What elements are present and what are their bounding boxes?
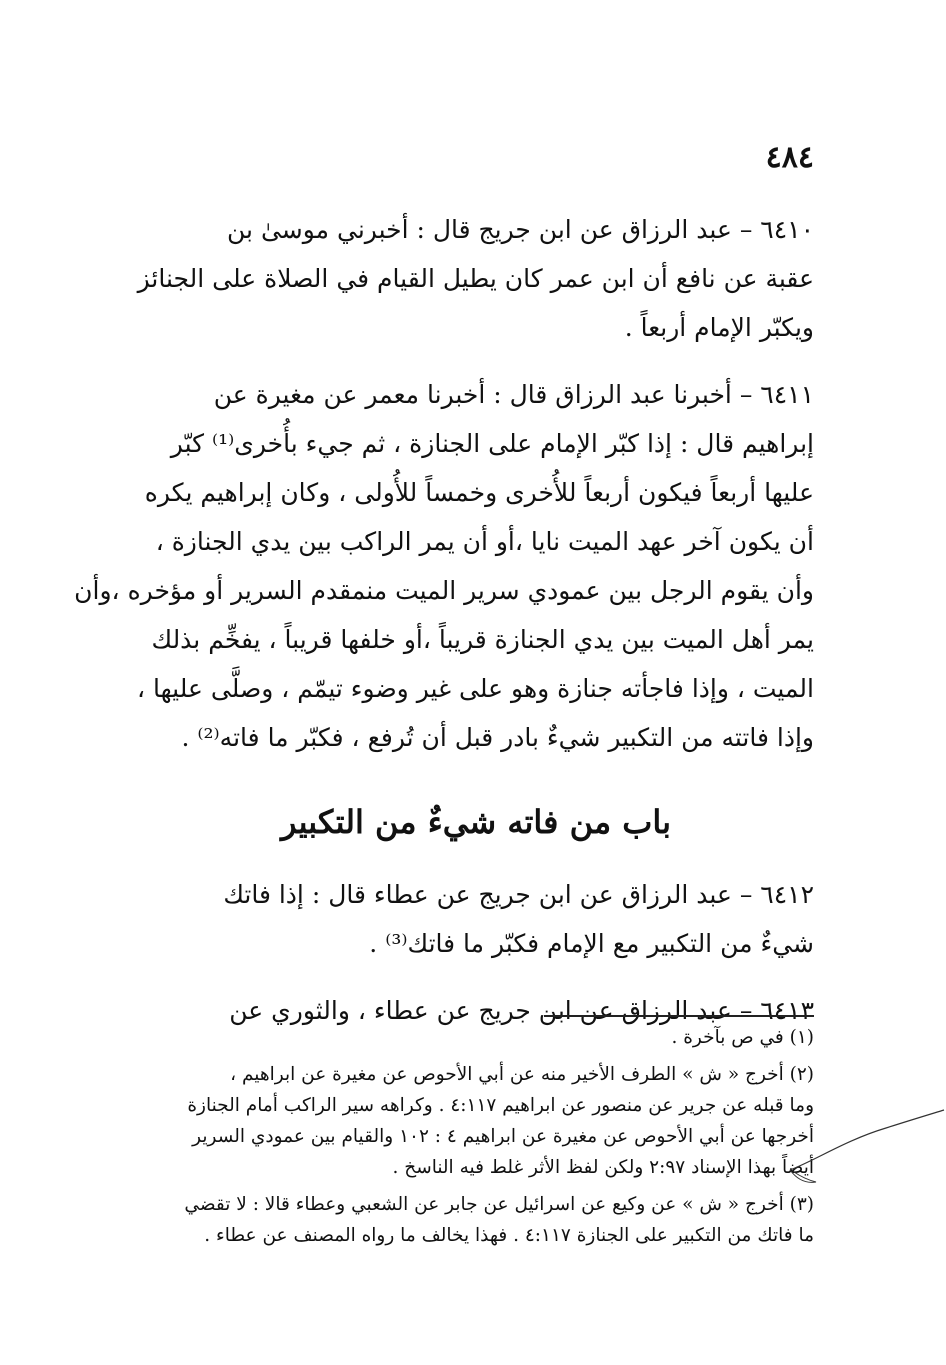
page-number: ٤٨٤ bbox=[765, 140, 814, 175]
footnote-line: أخرجها عن أبي الأحوص عن مغيرة عن ابراهيم ٤ : ١٠٢ والقيام بين عمودي السرير bbox=[192, 1126, 814, 1147]
footnote-line: أيضاً بهذا الإسناد ٢:٩٧ ولكن لفظ الأثر غلط فيه الناسخ . bbox=[392, 1157, 814, 1178]
text-line: وأن يقوم الرجل بين عمودي سرير الميت منمقدم السرير أو مؤخره ،وأن bbox=[74, 576, 814, 605]
hadith-6412 bbox=[138, 870, 814, 968]
chapter-title: باب من فاته شيءٌ من التكبير bbox=[280, 803, 672, 841]
footnote-line: وما قبله عن جرير عن منصور عن ابراهيم ٤:١١٧ . وكراهه سير الراكب أمام الجنازة bbox=[187, 1095, 814, 1116]
text-line: ٦٤١١ – أخبرنا عبد الرزاق قال : أخبرنا معمر عن مغيرة عن bbox=[213, 380, 814, 409]
text-line: شيءٌ من التكبير مع الإمام فكبّر ما فاتك⁽³⁾ . bbox=[369, 929, 814, 958]
footnotes bbox=[138, 1022, 814, 1257]
footnote-line: (٢) أخرج « ش » الطرف الأخير منه عن أبي الأحوص عن مغيرة عن ابراهيم ، bbox=[230, 1064, 814, 1085]
text-line: ٦٤١٠ – عبد الرزاق عن ابن جريج قال : أخبرني موسىٰ بن bbox=[227, 215, 814, 244]
handwritten-margin-stroke bbox=[786, 1100, 946, 1200]
footnote-3 bbox=[138, 1189, 814, 1251]
text-line: أن يكون آخر عهد الميت نايا ،أو أن يمر الراكب بين يدي الجنازة ، bbox=[155, 527, 814, 556]
text-line: ٦٤١٢ – عبد الرزاق عن ابن جريج عن عطاء قال : إذا فاتك bbox=[223, 880, 814, 909]
text-line: يمر أهل الميت بين يدي الجنازة قريباً ،أو خلفها قريباً ، يفخِّم بذلك bbox=[151, 625, 814, 654]
text-line: وإذا فاتته من التكبير شيءٌ بادر قبل أن تُرفع ، فكبّر ما فاته⁽²⁾ . bbox=[181, 723, 814, 752]
main-text bbox=[74, 205, 814, 1053]
footnote-line: (١) في ص بآخرة . bbox=[671, 1027, 814, 1048]
text-line: ٦٤١٣ – عبد الرزاق عن ابن جريج عن عطاء ، والثوري عن bbox=[229, 996, 814, 1025]
hadith-6410 bbox=[138, 205, 814, 352]
footnote-line: ما فاتك من التكبير على الجنازة ٤:١١٧ . فهذا يخالف ما رواه المصنف عن عطاء . bbox=[204, 1225, 814, 1246]
hadith-6411 bbox=[74, 370, 814, 762]
text-line: عقبة عن نافع أن ابن عمر كان يطيل القيام في الصلاة على الجنائز bbox=[137, 264, 814, 293]
text-line: ويكبّر الإمام أربعاً . bbox=[624, 313, 814, 342]
footnote-divider bbox=[544, 1015, 814, 1017]
footnote-line: (٣) أخرج « ش » عن وكيع عن اسرائيل عن جابر عن الشعبي وعطاء قالا : لا تقضي bbox=[184, 1194, 814, 1215]
footnote-2 bbox=[138, 1059, 814, 1183]
text-line: عليها أربعاً فيكون أربعاً للأُخرى وخمساً للأُولى ، وكان إبراهيم يكره bbox=[144, 478, 814, 507]
text-line: إبراهيم قال : إذا كبّر الإمام على الجنازة ، ثم جيء بأُخرى⁽¹⁾ كبّر bbox=[170, 429, 814, 458]
text-line: الميت ، وإذا فاجأته جنازة وهو على غير وضوء تيمّم ، وصلَّى عليها ، bbox=[137, 674, 814, 703]
footnote-1 bbox=[138, 1022, 814, 1053]
